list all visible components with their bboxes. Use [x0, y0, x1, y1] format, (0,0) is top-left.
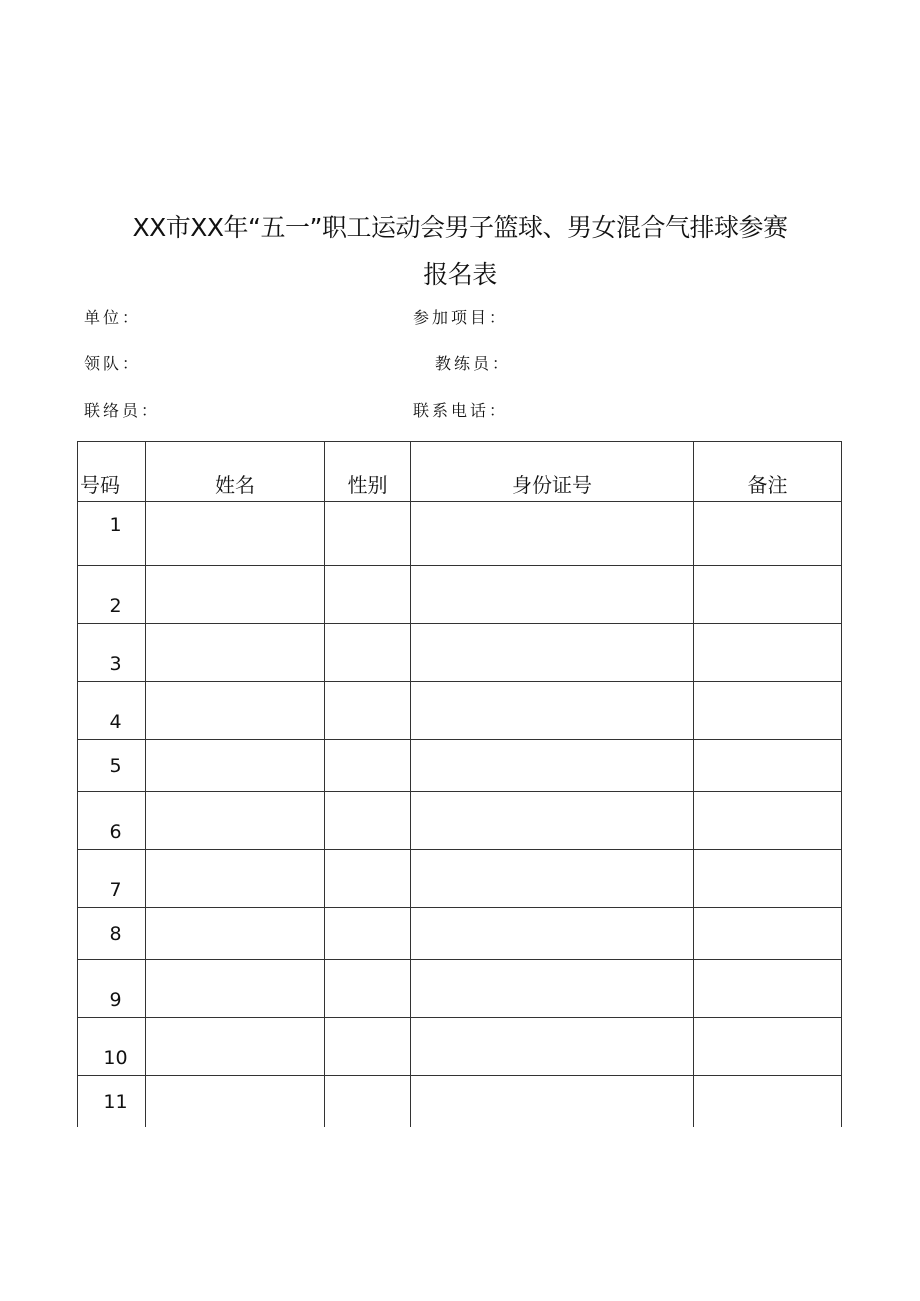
table-row [78, 1018, 842, 1076]
table-row [78, 502, 842, 566]
gender-cell[interactable] [325, 566, 411, 624]
remark-cell[interactable] [694, 960, 842, 1018]
gender-cell[interactable] [325, 1018, 411, 1076]
remark-cell[interactable] [694, 792, 842, 850]
id-number-cell[interactable] [411, 792, 694, 850]
name-cell[interactable] [146, 566, 325, 624]
title-line-1: XX市XX年“五一”职工运动会男子篮球、男女混合气排球参赛 [132, 213, 788, 242]
gender-cell[interactable] [325, 792, 411, 850]
gender-cell[interactable] [325, 682, 411, 740]
row-number: 7 [78, 850, 146, 908]
event-label: 参加项目： [413, 308, 509, 327]
phone-label: 联系电话： [413, 401, 509, 420]
remark-cell[interactable] [694, 682, 842, 740]
table-row [78, 792, 842, 850]
unit-label: 单位： [84, 308, 142, 327]
row-number: 1 [78, 502, 146, 566]
name-cell[interactable] [146, 850, 325, 908]
table-row [78, 682, 842, 740]
name-cell[interactable] [146, 792, 325, 850]
name-cell[interactable] [146, 624, 325, 682]
id-number-cell[interactable] [411, 740, 694, 792]
table-row [78, 1076, 842, 1128]
table-row [78, 960, 842, 1018]
table-row [78, 740, 842, 792]
liaison-label: 联络员： [84, 401, 161, 420]
remark-cell[interactable] [694, 1076, 842, 1128]
row-number: 10 [78, 1018, 146, 1076]
gender-cell[interactable] [325, 624, 411, 682]
registration-table [77, 441, 842, 1127]
table-row [78, 908, 842, 960]
header-name: 姓名 [146, 442, 325, 502]
id-number-cell[interactable] [411, 624, 694, 682]
remark-cell[interactable] [694, 502, 842, 566]
table-row [78, 566, 842, 624]
name-cell[interactable] [146, 908, 325, 960]
remark-cell[interactable] [694, 908, 842, 960]
remark-cell[interactable] [694, 850, 842, 908]
row-number: 4 [78, 682, 146, 740]
id-number-cell[interactable] [411, 566, 694, 624]
gender-cell[interactable] [325, 502, 411, 566]
header-gender: 性别 [325, 442, 411, 502]
id-number-cell[interactable] [411, 1076, 694, 1128]
gender-cell[interactable] [325, 960, 411, 1018]
id-number-cell[interactable] [411, 960, 694, 1018]
name-cell[interactable] [146, 1076, 325, 1128]
id-number-cell[interactable] [411, 1018, 694, 1076]
remark-cell[interactable] [694, 624, 842, 682]
name-cell[interactable] [146, 960, 325, 1018]
remark-cell[interactable] [694, 1018, 842, 1076]
header-remark: 备注 [694, 442, 842, 502]
coach-label: 教练员： [435, 354, 512, 373]
table-row [78, 624, 842, 682]
row-number: 9 [78, 960, 146, 1018]
name-cell[interactable] [146, 740, 325, 792]
leader-label: 领队： [84, 354, 142, 373]
gender-cell[interactable] [325, 850, 411, 908]
table-row [78, 850, 842, 908]
id-number-cell[interactable] [411, 850, 694, 908]
row-number: 6 [78, 792, 146, 850]
name-cell[interactable] [146, 1018, 325, 1076]
row-number: 8 [78, 908, 146, 960]
row-number: 5 [78, 740, 146, 792]
name-cell[interactable] [146, 682, 325, 740]
row-number: 3 [78, 624, 146, 682]
title-line-2: 报名表 [423, 260, 497, 289]
gender-cell[interactable] [325, 1076, 411, 1128]
gender-cell[interactable] [325, 740, 411, 792]
remark-cell[interactable] [694, 740, 842, 792]
id-number-cell[interactable] [411, 908, 694, 960]
id-number-cell[interactable] [411, 682, 694, 740]
id-number-cell[interactable] [411, 502, 694, 566]
name-cell[interactable] [146, 502, 325, 566]
gender-cell[interactable] [325, 908, 411, 960]
header-number: 号码 [78, 442, 146, 502]
table-header-row [78, 442, 842, 502]
remark-cell[interactable] [694, 566, 842, 624]
header-id-number: 身份证号 [411, 442, 694, 502]
row-number: 2 [78, 566, 146, 624]
row-number: 11 [78, 1076, 146, 1128]
